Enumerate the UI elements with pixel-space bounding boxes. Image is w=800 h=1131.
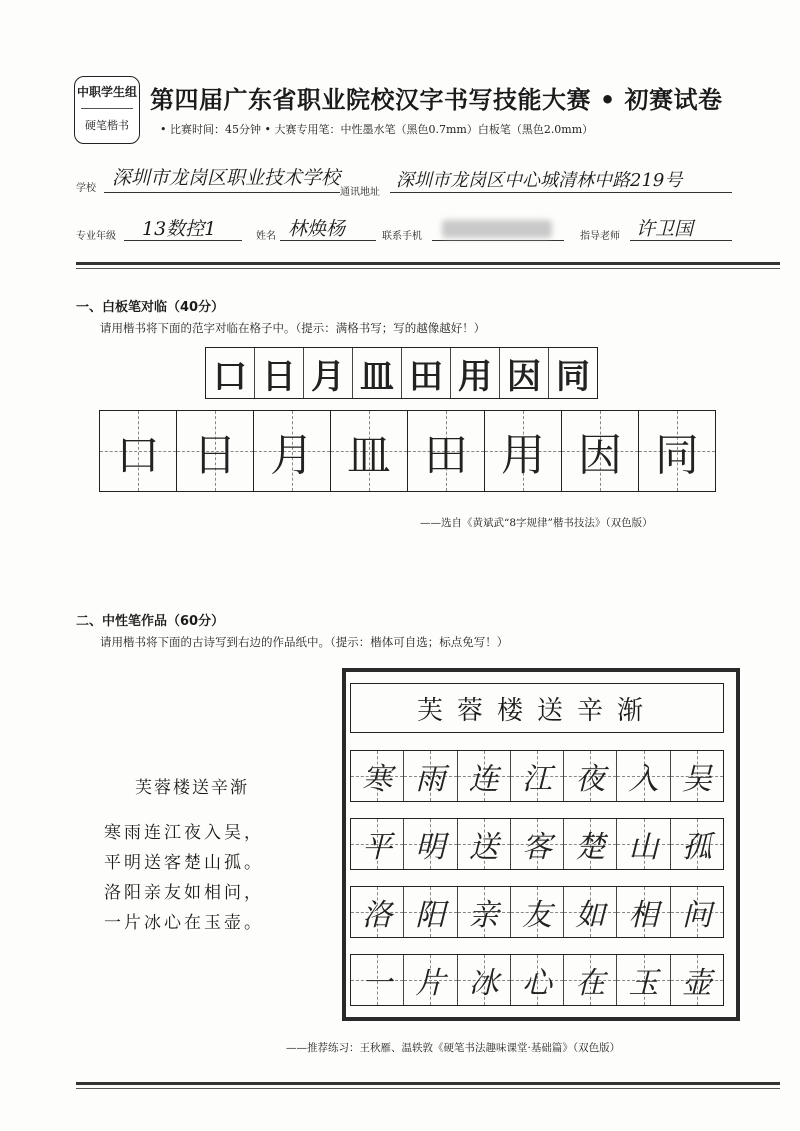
paper-char-cell: 山 (617, 819, 670, 869)
poem-line: 寒雨连江夜入吴， (104, 823, 264, 843)
phone-underline (432, 240, 564, 241)
school-value: 深圳市龙岗区职业技术学校 (112, 167, 341, 189)
paper-char-cell: 孤 (671, 819, 723, 869)
practice-char-cell: 因 (562, 411, 639, 491)
paper-char-cell: 明 (404, 819, 457, 869)
practice-char-cell: 皿 (331, 411, 408, 491)
paper-title: 芙蓉楼送辛渐 (350, 683, 724, 733)
address-value: 深圳市龙岗区中心城清林中路219号 (396, 170, 683, 191)
practice-char-cell: 田 (408, 411, 485, 491)
model-char-cell: 用 (451, 348, 500, 398)
paper-char-cell: 吴 (671, 751, 723, 801)
model-char-cell: 皿 (353, 348, 402, 398)
practice-char-cell: 月 (254, 411, 331, 491)
paper-row (350, 886, 724, 938)
school-label: 学校 (76, 183, 96, 194)
major-value: 13数控1 (142, 218, 217, 240)
paper-row (350, 818, 724, 870)
paper-char-cell: 江 (511, 751, 564, 801)
section2-instruction: 请用楷书将下面的古诗写到右边的作品纸中。（提示：楷体可自选；标点免写！） (100, 635, 509, 649)
paper-char-cell: 洛 (351, 887, 404, 937)
poem-title: 芙蓉楼送辛渐 (135, 778, 249, 798)
paper-char-cell: 连 (458, 751, 511, 801)
practice-char-cell: 口 (100, 411, 177, 491)
badge-group-label: 中职学生组 (76, 85, 137, 99)
paper-char-cell: 阳 (404, 887, 457, 937)
address-underline (390, 192, 732, 193)
paper-char-cell: 相 (617, 887, 670, 937)
paper-char-cell: 一 (351, 955, 404, 1005)
exam-info: • 比赛时间：45分钟 • 大赛专用笔：中性墨水笔（黑色0.7mm）白板笔（黑色2.0mm） (160, 123, 594, 136)
paper-row (350, 750, 724, 802)
footer-divider (76, 1082, 780, 1085)
paper-char-cell: 友 (511, 887, 564, 937)
paper-char-cell: 雨 (404, 751, 457, 801)
teacher-value: 许卫国 (636, 218, 694, 240)
paper-char-cell: 平 (351, 819, 404, 869)
footer-divider-thin (76, 1088, 780, 1089)
paper-row (350, 954, 724, 1006)
category-badge (74, 76, 140, 144)
major-label: 专业年级 (76, 231, 116, 242)
section1-heading: 一、白板笔对临（40分） (76, 300, 225, 315)
practice-char-cell: 用 (485, 411, 562, 491)
model-char-cell: 因 (500, 348, 549, 398)
paper-char-cell: 夜 (564, 751, 617, 801)
section2-credit: ——推荐练习：王秋雁、温轶敦《硬笔书法趣味课堂·基础篇》（双色版） (286, 1042, 621, 1054)
name-label: 姓名 (256, 231, 276, 242)
poem-line: 平明送客楚山孤。 (104, 853, 264, 873)
badge-divider (81, 108, 133, 109)
name-value: 林焕杨 (288, 218, 346, 240)
paper-char-cell: 玉 (617, 955, 670, 1005)
phone-label: 联系手机 (382, 231, 422, 242)
paper-char-cell: 亲 (458, 887, 511, 937)
section1-instruction: 请用楷书将下面的范字对临在格子中。（提示：满格书写；写的越像越好！） (100, 321, 486, 335)
model-char-cell: 同 (556, 356, 590, 397)
poem-line: 洛阳亲友如相问， (104, 883, 264, 903)
model-char-cell: 田 (402, 348, 451, 398)
practice-char-row (99, 410, 716, 492)
paper-char-cell: 心 (511, 955, 564, 1005)
paper-char-cell: 如 (564, 887, 617, 937)
address-label: 通讯地址 (340, 187, 380, 198)
paper-char-cell: 在 (564, 955, 617, 1005)
paper-char-cell: 寒 (351, 751, 404, 801)
page-title: 第四届广东省职业院校汉字书写技能大赛 • 初赛试卷 (150, 86, 723, 114)
header-divider (76, 262, 780, 265)
section2-heading: 二、中性笔作品（60分） (76, 614, 225, 629)
redacted-phone (442, 220, 552, 238)
model-char-cell: 口 (206, 348, 255, 398)
model-char-row (205, 347, 598, 399)
section1-credit: ——选自《黄斌武“8字规律”楷书技法》（双色版） (420, 517, 653, 529)
paper-char-cell: 问 (671, 887, 723, 937)
model-char-cell: 月 (304, 348, 353, 398)
practice-char-cell: 同 (639, 411, 715, 491)
paper-char-cell: 客 (511, 819, 564, 869)
poem-line: 一片冰心在玉壶。 (104, 913, 264, 933)
paper-char-cell: 送 (458, 819, 511, 869)
header-divider-thin (76, 268, 780, 269)
model-char-cell: 日 (255, 348, 304, 398)
teacher-label: 指导老师 (580, 231, 620, 242)
badge-style-label: 硬笔楷书 (85, 119, 129, 132)
paper-char-cell: 片 (404, 955, 457, 1005)
paper-char-cell: 楚 (564, 819, 617, 869)
paper-char-cell: 壶 (671, 955, 723, 1005)
paper-char-cell: 入 (617, 751, 670, 801)
school-underline (104, 192, 340, 193)
paper-char-cell: 冰 (458, 955, 511, 1005)
practice-char-cell: 日 (177, 411, 254, 491)
